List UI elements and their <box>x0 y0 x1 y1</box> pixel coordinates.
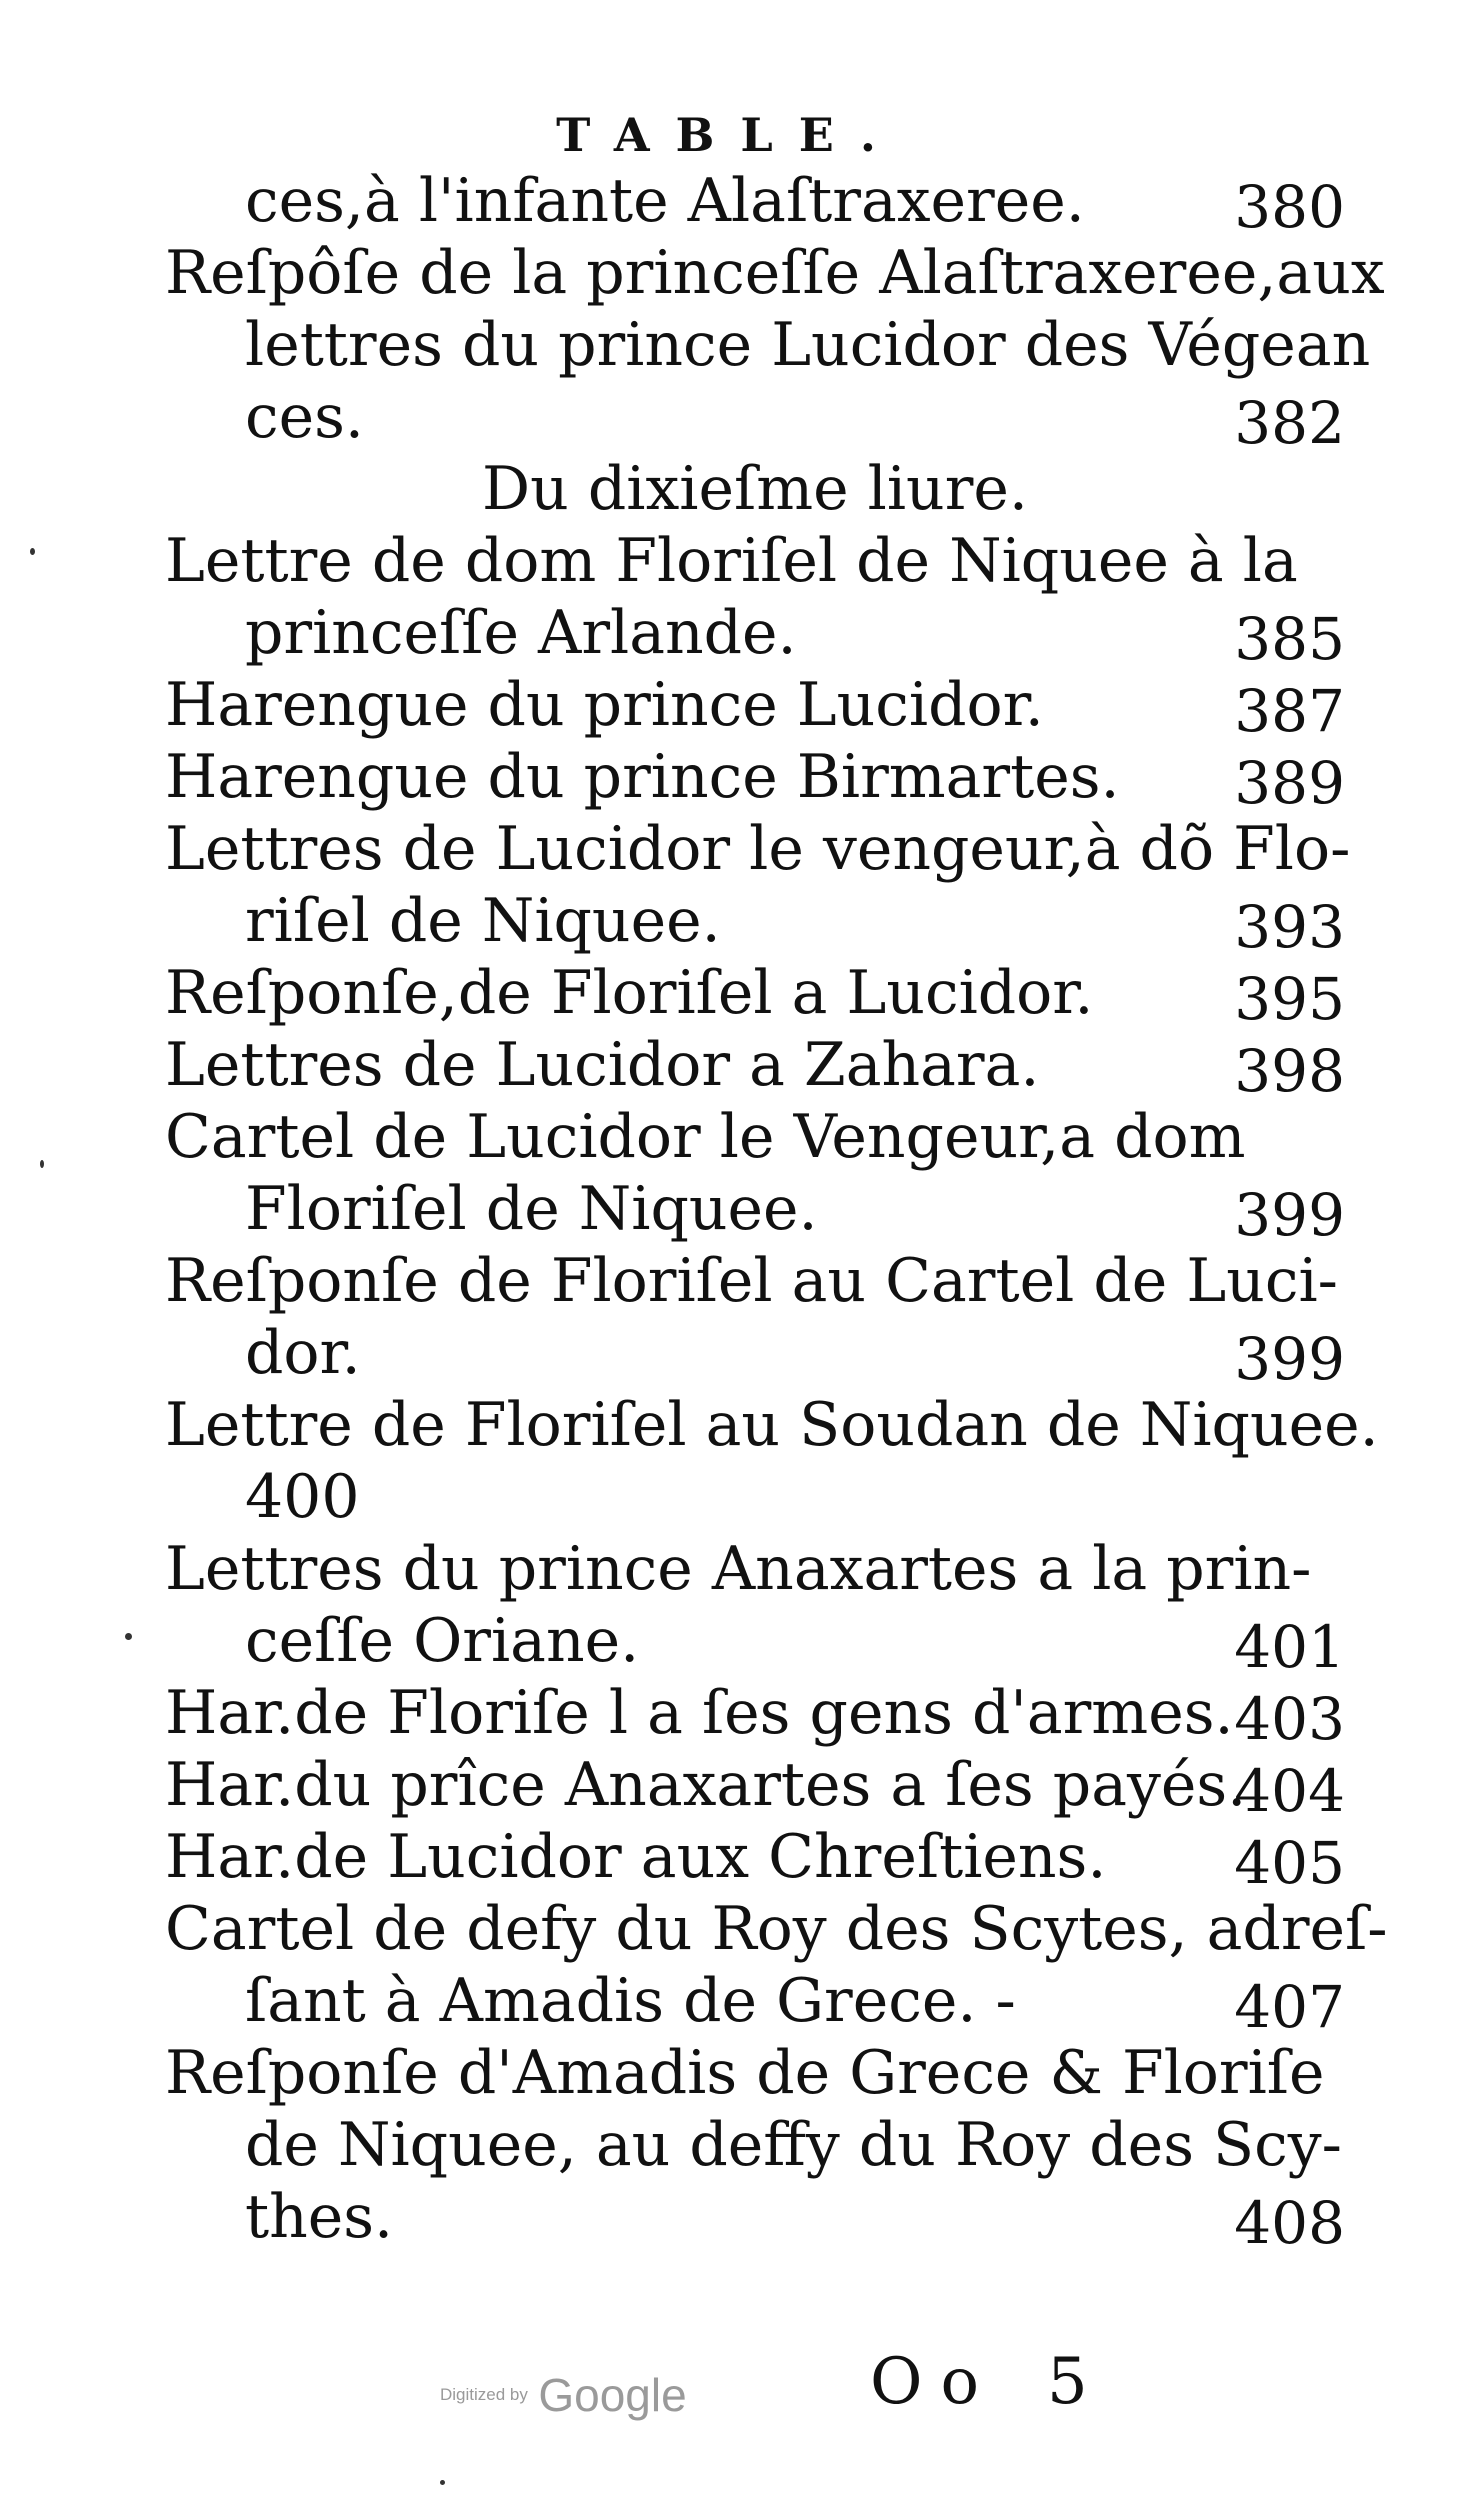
toc-entry-line <box>165 165 1345 241</box>
toc-entry-text: Reſponſe,de Floriſel a Lucidor. <box>165 958 1094 1028</box>
toc-page-number: 407 <box>1234 1973 1345 2041</box>
ink-speck <box>440 2480 445 2485</box>
toc-entry-line <box>165 1173 1345 1249</box>
toc-page-number: 385 <box>1234 605 1345 673</box>
toc-page-number: 408 <box>1234 2189 1345 2257</box>
section-heading <box>165 453 1345 525</box>
toc-entry-line <box>165 1461 1345 1533</box>
toc-entry-text: Reſponſe d'Amadis de Grece & Floriſe <box>165 2038 1325 2108</box>
toc-entry-text: Harengue du prince Lucidor. <box>165 670 1044 740</box>
page-header: TABLE. <box>556 108 902 162</box>
toc-page-number: 398 <box>1234 1037 1345 1105</box>
toc-entry-line <box>165 2037 1345 2109</box>
toc-page-number: 387 <box>1234 677 1345 745</box>
toc-entry-text: Cartel de Lucidor le Vengeur,a dom <box>165 1102 1246 1172</box>
toc-entry-line <box>165 1605 1345 1681</box>
toc-entry-text: Du dixieſme liure. <box>482 454 1028 524</box>
toc-entry-text: princeſſe Arlande. <box>245 598 797 668</box>
watermark-prefix: Digitized by <box>440 2385 528 2404</box>
toc-page-number: 404 <box>1234 1757 1345 1825</box>
toc-entry-line <box>165 1389 1379 1461</box>
toc-entry-text: Lettres de Lucidor le vengeur,à dõ Flo- <box>165 814 1351 884</box>
toc-page-number: 405 <box>1234 1829 1345 1897</box>
toc-entry-line <box>165 1317 1345 1393</box>
ink-speck <box>30 548 35 555</box>
toc-entry-line <box>165 1893 1388 1965</box>
ink-speck <box>40 1160 44 1168</box>
toc-entry-text: ces,à l'infante Alaſtraxeree. <box>245 166 1085 236</box>
toc-page-number: 399 <box>1234 1181 1345 1249</box>
toc-entry-text: Reſponſe de Floriſel au Cartel de Luci- <box>165 1246 1338 1316</box>
toc-entry-line <box>165 525 1345 597</box>
toc-page-number: 399 <box>1234 1325 1345 1393</box>
toc-page-number: 382 <box>1234 389 1345 457</box>
toc-entry-line <box>165 957 1345 1033</box>
toc-page-number: 380 <box>1234 173 1345 241</box>
digitized-watermark <box>440 2368 687 2422</box>
toc-entry-line <box>165 237 1385 309</box>
toc-entry-text: ſant à Amadis de Grece. - <box>245 1966 1016 2036</box>
toc-entry-line <box>165 1965 1345 2041</box>
toc-page-number: 401 <box>1234 1613 1345 1681</box>
signature-letters: Oo <box>870 2345 997 2419</box>
toc-entry-text: Reſpôſe de la princeſſe Alaſtraxeree,aux <box>165 238 1385 308</box>
watermark-brand: Google <box>538 2369 687 2421</box>
toc-entry-text: Floriſel de Niquee. <box>245 1174 818 1244</box>
toc-entry-text: lettres du prince Lucidor des Végean <box>245 310 1371 380</box>
toc-page-number: 395 <box>1234 965 1345 1033</box>
toc-entry-text: Har.du prîce Anaxartes a ſes payés. <box>165 1750 1247 1820</box>
toc-entry-text: Harengue du prince Birmartes. <box>165 742 1120 812</box>
toc-entry-text: Lettres de Lucidor a Zahara. <box>165 1030 1040 1100</box>
toc-entry-text: Lettre de dom Floriſel de Niquee à la <box>165 526 1298 596</box>
toc-entry-text: ceſſe Oriane. <box>245 1606 640 1676</box>
ink-speck <box>125 1633 132 1640</box>
toc-entry-line <box>165 813 1351 885</box>
toc-entry-line <box>165 669 1345 745</box>
toc-entry-line <box>165 1101 1345 1173</box>
toc-entry-text: thes. <box>245 2182 394 2252</box>
toc-page-number: 389 <box>1234 749 1345 817</box>
toc-entry-text: dor. <box>245 1318 361 1388</box>
signature-mark <box>870 2345 1106 2419</box>
toc-entry-text: Har.de Lucidor aux Chreſtiens. <box>165 1822 1107 1892</box>
toc-entry-text: ces. <box>245 382 364 452</box>
toc-entry-line <box>165 2181 1345 2257</box>
toc-page-number: 403 <box>1234 1685 1345 1753</box>
toc-entry-text: de Niquee, au deffy du Roy des Scy- <box>245 2110 1342 2180</box>
toc-entry-line <box>165 597 1345 673</box>
toc-entry-line <box>165 1029 1345 1105</box>
toc-entry-line <box>165 741 1345 817</box>
toc-entry-line <box>165 381 1345 457</box>
toc-entry-text: 400 <box>245 1462 360 1532</box>
toc-entry-line <box>165 1821 1345 1897</box>
signature-number: 5 <box>1047 2345 1106 2419</box>
toc-entry-line <box>165 1245 1345 1317</box>
toc-entry-text: riſel de Niquee. <box>245 886 721 956</box>
toc-entry-line <box>165 1749 1345 1825</box>
toc-entry-line <box>165 2109 1345 2181</box>
toc-entry-line <box>165 1533 1345 1605</box>
toc-entry-text: Lettre de Floriſel au Soudan de Niquee. <box>165 1390 1379 1460</box>
toc-entry-text: Lettres du prince Anaxartes a la prin- <box>165 1534 1312 1604</box>
toc-entry-text: Har.de Floriſe l a ſes gens d'armes. <box>165 1678 1234 1748</box>
toc-entry-text: Cartel de defy du Roy des Scytes, adreſ- <box>165 1894 1388 1964</box>
toc-entry-line <box>165 885 1345 961</box>
toc-entry-line <box>165 1677 1345 1753</box>
toc-entry-line <box>165 309 1371 381</box>
table-of-contents <box>165 165 1388 2257</box>
toc-page-number: 393 <box>1234 893 1345 961</box>
